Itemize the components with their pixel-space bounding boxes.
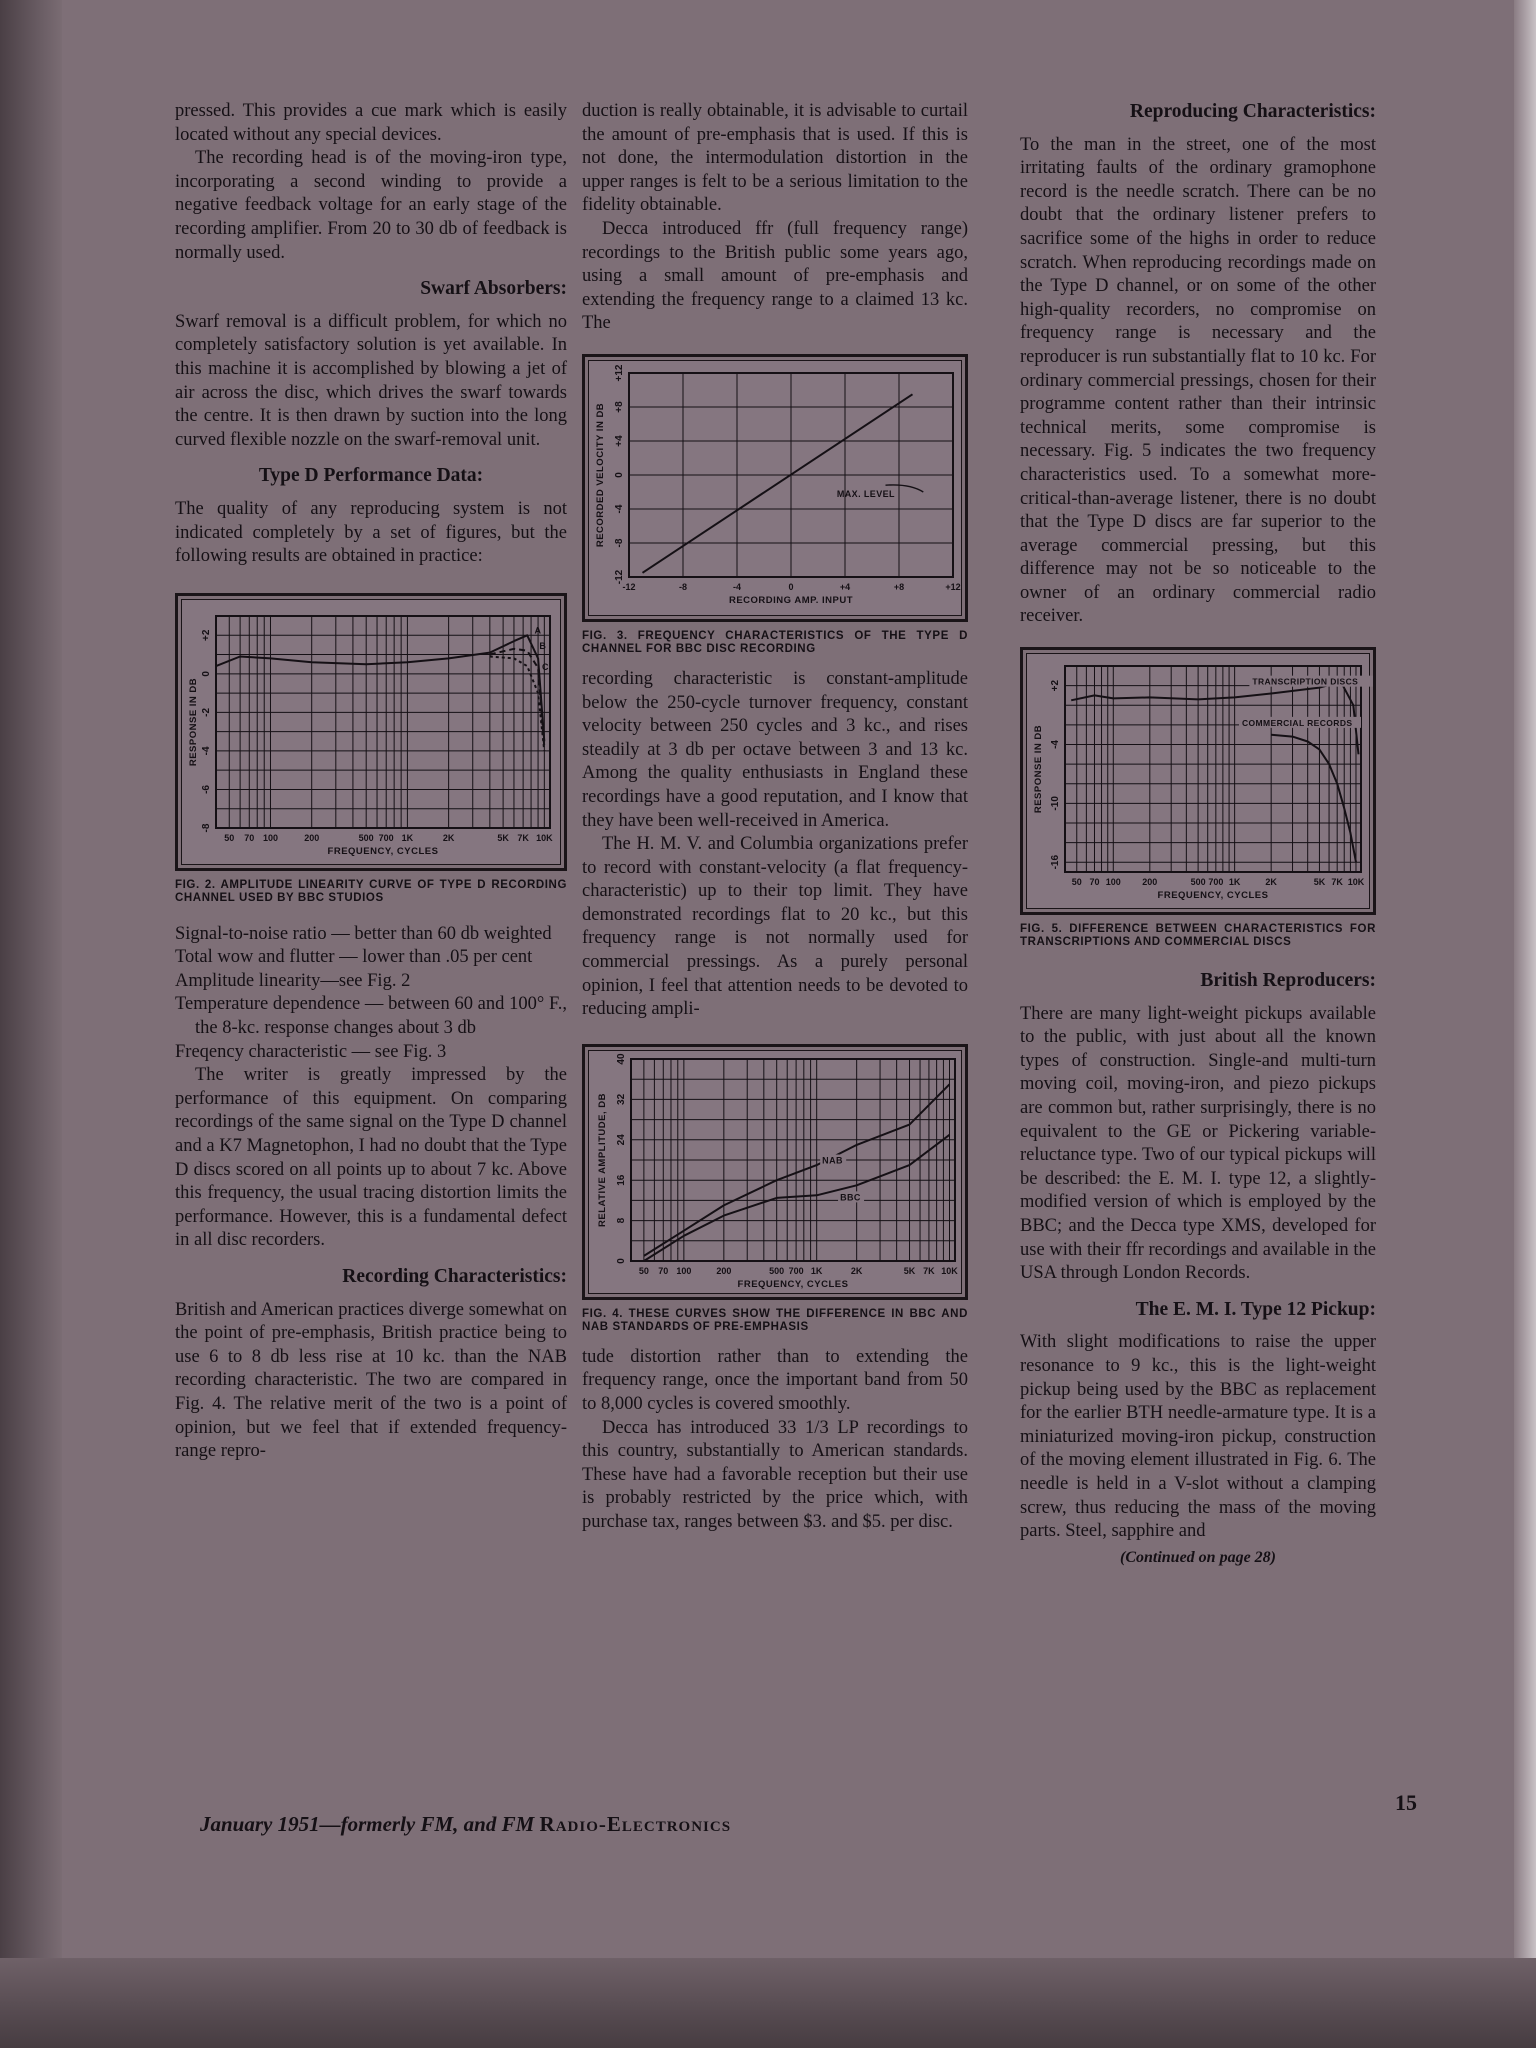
- x-tick-label: 700: [1208, 877, 1224, 888]
- paragraph: Decca has introduced 33 1/3 LP recordings to this country, substantially to American standards. These have had a favorable reception but their use is probably restricted by the price which, with purchase tax, ranges between $3. and $5. per disc.: [582, 1417, 968, 1532]
- y-tick-label: -16: [1050, 855, 1061, 870]
- page-number: 15: [1395, 1790, 1417, 1815]
- binding-spine: [0, 0, 62, 2048]
- x-tick-label: -12: [622, 581, 636, 592]
- y-tick-label: +2: [201, 629, 212, 641]
- x-tick-label: 7K: [1331, 877, 1343, 888]
- x-tick-label: 100: [676, 1265, 692, 1276]
- page-footer: [200, 1812, 731, 1837]
- y-axis-label: RECORDED VELOCITY IN DB: [595, 402, 606, 548]
- figure-5-chart: [1023, 650, 1373, 912]
- x-tick-label: 200: [716, 1265, 732, 1276]
- spec-item: Signal-to-noise ratio — better than 60 db weighted: [175, 923, 552, 944]
- curve-label: C: [542, 661, 549, 672]
- figure-3-chart: [585, 357, 965, 619]
- paragraph: The quality of any reproducing system is not indicated completely by a set of figures, but the following results are obtained in practice:: [175, 498, 567, 567]
- x-axis-label: FREQUENCY, CYCLES: [1157, 890, 1269, 902]
- paragraph: To the man in the street, one of the most irritating faults of the ordinary gramophone record is the needle scratch. There can be no doubt that the ordinary listener prefers to sacrifice some of the highs in order to reduce scratch. When reproducing recordings made on the Type D channel, or on some of the other high-quality recorders, no compromise on frequency range is necessary and the reproducer is run substantially flat to 10 kc. For ordinary commercial pressings, chosen for their programme content rather than their intrinsic technical merits, some compromise is necessary. Fig. 5 indicates the two frequency characteristics used. To a somewhat more-critical-than-average listener, there is no doubt that the Type D discs are far superior to the average commercial pressing, but this difference may not be so noticeable to the owner of an ordinary commercial radio receiver.: [1020, 134, 1376, 627]
- x-tick-label: 0: [788, 581, 794, 592]
- y-tick-label: +4: [614, 435, 625, 447]
- spec-item: Amplitude linearity—see Fig. 2: [175, 970, 411, 991]
- paragraph: The H. M. V. and Columbia organizations prefer to record with constant-velocity (a flat frequency-characteristic) up to their top limit. They have demonstrated recordings flat to 20 kc., but this frequency range is not normally used for commercial pressings. As a purely personal opinion, I feel that attention needs to be devoted to reducing ampli-: [582, 834, 968, 1020]
- paragraph: pressed. This provides a cue mark which is easily located without any special devices.: [175, 101, 567, 145]
- continued-note: (Continued on page 28): [1119, 1548, 1276, 1566]
- x-tick-label: 1K: [1228, 877, 1241, 888]
- x-tick-label: 200: [1142, 877, 1158, 888]
- x-tick-label: 5K: [497, 832, 509, 843]
- y-tick-label: 0: [616, 1258, 627, 1264]
- section-heading: Swarf Absorbers:: [420, 278, 567, 300]
- x-tick-label: 5K: [903, 1265, 916, 1276]
- paragraph: Decca introduced ffr (full frequency range) recordings to the British public some years ago, using a small amount of pre-emphasis and extending the frequency range to a claimed 13 kc. The: [582, 218, 968, 334]
- figure-3-frame: [582, 354, 968, 622]
- x-tick-label: +12: [945, 581, 961, 592]
- x-tick-label: -4: [732, 581, 742, 592]
- x-axis-label: FREQUENCY, CYCLES: [327, 845, 439, 857]
- x-tick-label: 200: [304, 832, 320, 843]
- series-line-commercial-records: [1271, 735, 1356, 863]
- x-tick-label: -8: [678, 581, 688, 592]
- series-line-bbc: [644, 1135, 950, 1261]
- series-line-b: [490, 648, 545, 746]
- x-tick-label: 500: [358, 832, 374, 843]
- y-tick-label: -8: [201, 823, 212, 833]
- figure-2-frame: [175, 593, 567, 871]
- section-heading: Recording Characteristics:: [342, 1266, 567, 1287]
- y-tick-label: -4: [201, 746, 212, 756]
- footer-magazine: Radio-Electronics: [539, 1812, 732, 1836]
- x-tick-label: 7K: [517, 832, 529, 843]
- spec-item: Temperature dependence — between 60 and 100° F., the 8-kc. response changes about 3 db: [175, 994, 567, 1039]
- series-line-nab: [644, 1084, 950, 1256]
- x-tick-label: 1K: [810, 1265, 823, 1276]
- x-tick-label: 1K: [401, 832, 414, 843]
- paragraph: British and American practices diverge somewhat on the point of pre-emphasis, British practice being to use 6 to 8 db less rise at 10 kc. than the NAB recording characteristic. The two are compared in Fig. 4. The relative merit of the two is a point of opinion, but we feel that if extended frequency-range repro-: [175, 1299, 567, 1462]
- figure-4-frame: [582, 1044, 968, 1300]
- y-tick-label: 8: [616, 1217, 627, 1224]
- paragraph: duction is really obtainable, it is advisable to curtail the amount of pre-emphasis that is used. If this is not done, the intermodulation distortion in the upper ranges is felt to be a serious limitation to the fidelity obtainable.: [582, 101, 968, 216]
- y-tick-label: 0: [614, 472, 625, 478]
- x-tick-label: 700: [788, 1265, 804, 1276]
- series-label: COMMERCIAL RECORDS: [1241, 717, 1353, 728]
- figure-4-chart: [585, 1047, 965, 1297]
- x-tick-label: 500: [769, 1265, 785, 1276]
- x-tick-label: 5K: [1313, 877, 1326, 888]
- y-tick-label: 24: [616, 1134, 627, 1146]
- series-line-a: [216, 635, 544, 741]
- left-column: [175, 100, 567, 1464]
- max-level-annotation: MAX. LEVEL: [836, 489, 895, 500]
- paragraph: tude distortion rather than to extending the frequency range, once the important band from 50 to 8,000 cycles is covered smoothly.: [582, 1346, 968, 1415]
- y-tick-label: -4: [614, 504, 625, 514]
- figure-2-caption: FIG. 2. AMPLITUDE LINEARITY CURVE OF TYPE D RECORDING CHANNEL USED BY BBC STUDIOS: [175, 878, 567, 904]
- curve-label: B: [539, 640, 546, 651]
- x-tick-label: 70: [658, 1265, 669, 1276]
- y-axis-label: RESPONSE IN DB: [1033, 724, 1044, 814]
- section-heading: The E. M. I. Type 12 Pickup:: [1135, 1298, 1376, 1320]
- x-tick-label: 2K: [1265, 877, 1277, 888]
- x-tick-label: 10K: [1347, 877, 1365, 888]
- curve-label: A: [534, 625, 542, 636]
- y-tick-label: 16: [616, 1174, 627, 1186]
- y-axis-label: RESPONSE IN DB: [188, 677, 199, 766]
- paragraph: The recording head is of the moving-iron type, incorporating a second winding to provide a negative feedback voltage for an early stage of the recording amplifier. From 20 to 30 db of feedback is normally used.: [175, 148, 567, 263]
- figure-4-caption: FIG. 4. THESE CURVES SHOW THE DIFFERENCE IN BBC AND NAB STANDARDS OF PRE-EMPHASIS: [582, 1307, 968, 1333]
- middle-column: [582, 100, 968, 1535]
- right-column: [1020, 100, 1376, 1569]
- spec-list: [175, 923, 567, 1065]
- figure-5-frame: [1020, 647, 1376, 915]
- figure-2-chart: [178, 596, 564, 868]
- series-label: TRANSCRIPTION DISCS: [1252, 676, 1359, 687]
- y-tick-label: +12: [614, 364, 625, 382]
- section-heading: Type D Performance Data:: [258, 465, 484, 487]
- y-tick-label: -2: [201, 707, 212, 717]
- spec-item: Freqency characteristic — see Fig. 3: [175, 1041, 447, 1062]
- x-axis-label: FREQUENCY, CYCLES: [737, 1278, 849, 1290]
- x-tick-label: 70: [1089, 877, 1100, 888]
- paragraph: Swarf removal is a difficult problem, for which no completely satisfactory solution is yet available. In this machine it is accomplished by blowing a jet of air across the disc, which drives the swarf towards the centre. It is then drawn by suction into the long curved flexible nozzle on the swarf-removal unit.: [175, 311, 567, 450]
- x-tick-label: +4: [839, 581, 851, 592]
- x-tick-label: +8: [893, 581, 905, 592]
- paragraph: There are many light-weight pickups available to the public, with just about all the known types of construction. Single-and multi-turn moving coil, moving-iron, and piezo pickups are common but, rather surprisingly, there is no equivalent to the GE or Pickering variable-reluctance type. Two of our typical pickups will be described: the E. M. I. type 12, a slightly-modified version of which is employed by the BBC; and the Decca type XMS, developed for use with their ffr recordings and available in the USA through London Records.: [1020, 1003, 1376, 1284]
- figure-3-caption: FIG. 3. FREQUENCY CHARACTERISTICS OF THE TYPE D CHANNEL FOR BBC DISC RECORDING: [582, 629, 968, 655]
- page-bottom-shadow: [0, 1958, 1536, 2048]
- y-tick-label: 40: [616, 1053, 627, 1065]
- series-label: NAB: [822, 1155, 843, 1166]
- footer-date: January 1951—formerly FM, and FM: [200, 1812, 535, 1836]
- spec-item: Total wow and flutter — lower than .05 per cent: [175, 947, 533, 968]
- paragraph: With slight modifications to raise the upper resonance to 9 kc., this is the light-weight pickup being used by the BBC as replacement for the earlier BTH needle-armature type. It is a miniaturized moving-iron pickup, construction of the moving element illustrated in Fig. 6. The needle is held in a V-slot without a clamping screw, thus reducing the mass of the moving parts. Steel, sapphire and: [1020, 1332, 1376, 1542]
- x-tick-label: 100: [262, 832, 279, 843]
- figure-2: [175, 593, 567, 905]
- section-heading: Reproducing Characteristics:: [1129, 101, 1376, 122]
- figure-3: [582, 354, 968, 656]
- y-tick-label: -10: [1050, 796, 1061, 811]
- x-tick-label: 50: [638, 1265, 649, 1276]
- paragraph: The writer is greatly impressed by the performance of this equipment. On comparing recordings of the same signal on the Type D channel and a K7 Magnetophon, I had no doubt that the Type D discs scored on all points up to about 7 kc. Above this frequency, the usual tracing distortion limits the performance. However, this is a fundamental defect in all disc recorders.: [175, 1065, 567, 1251]
- series-label: BBC: [840, 1192, 861, 1203]
- y-tick-label: -4: [1050, 740, 1061, 749]
- y-tick-label: +8: [614, 401, 625, 413]
- x-axis-label: RECORDING AMP. INPUT: [728, 594, 854, 606]
- x-tick-label: 2K: [850, 1265, 863, 1276]
- paragraph: recording characteristic is constant-amplitude below the 250-cycle turnover frequency, constant velocity between 250 cycles and 3 kc., and rises steadily at 3 db per octave between 3 and 13 kc. Among the quality enthusiasts in England these recordings have a good reputation, and I know that they have been well-received in America.: [582, 668, 968, 831]
- x-tick-label: 70: [244, 832, 255, 843]
- x-tick-label: 7K: [923, 1265, 935, 1276]
- x-tick-label: 500: [1190, 877, 1206, 888]
- x-tick-label: 700: [378, 832, 394, 843]
- y-tick-label: -12: [614, 569, 625, 585]
- x-tick-label: 10K: [536, 832, 553, 843]
- section-heading: British Reproducers:: [1200, 970, 1376, 992]
- x-tick-label: 2K: [442, 832, 455, 843]
- series-line-c: [490, 656, 545, 750]
- y-tick-label: +2: [1050, 679, 1061, 692]
- figure-5: [1020, 647, 1376, 949]
- y-tick-label: 0: [201, 670, 212, 677]
- y-tick-label: 32: [616, 1093, 627, 1105]
- page-edge: [1514, 0, 1536, 2048]
- x-tick-label: 10K: [941, 1265, 958, 1276]
- y-axis-label: RELATIVE AMPLITUDE, DB: [597, 1092, 608, 1227]
- figure-5-caption: FIG. 5. DIFFERENCE BETWEEN CHARACTERISTICS FOR TRANSCRIPTIONS AND COMMERCIAL DISCS: [1020, 923, 1376, 949]
- x-tick-label: 50: [224, 832, 235, 843]
- figure-4: [582, 1044, 968, 1334]
- x-tick-label: 100: [1105, 877, 1121, 888]
- y-tick-label: -8: [614, 538, 625, 548]
- x-tick-label: 50: [1071, 877, 1082, 888]
- y-tick-label: -6: [201, 784, 212, 794]
